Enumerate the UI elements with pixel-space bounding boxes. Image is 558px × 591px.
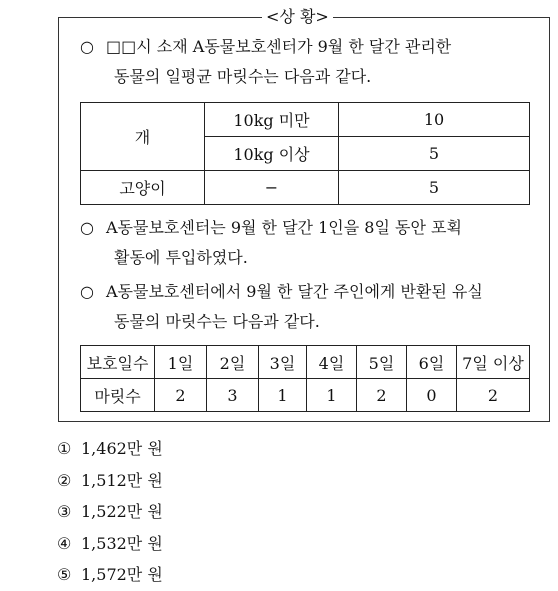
animal-cell: 고양이 — [81, 171, 205, 205]
animal-cell: 개 — [81, 103, 205, 171]
daily-animal-count-table — [80, 102, 530, 205]
count-cell: 10 — [339, 103, 530, 137]
returned-animal-table — [80, 345, 530, 412]
situation-title: <상 황> — [262, 9, 333, 25]
bullet-1-line-1: □□시 소재 A동물보호센터가 9월 한 달간 관리한 — [106, 37, 452, 56]
choice-text: 1,532만 원 — [81, 533, 163, 553]
choice-number: ④ — [57, 533, 72, 553]
choice-1[interactable] — [57, 433, 163, 465]
bullet-3-line-1: A동물보호센터에서 9월 한 달간 주인에게 반환된 유실 — [106, 282, 483, 301]
row-label-cell: 마릿수 — [81, 379, 155, 412]
header-cell: 3일 — [259, 346, 307, 379]
choice-2[interactable] — [57, 465, 163, 497]
value-cell: 3 — [207, 379, 259, 412]
header-label-cell: 보호일수 — [81, 346, 155, 379]
choice-text: 1,462만 원 — [81, 439, 163, 458]
bullet-mark: ○ — [80, 218, 94, 237]
answer-choices — [57, 433, 163, 591]
header-cell: 7일 이상 — [457, 346, 530, 379]
count-cell: 5 — [339, 137, 530, 171]
bullet-3-line-2: 동물의 마릿수는 다음과 같다. — [114, 312, 320, 331]
bullet-mark: ○ — [80, 37, 94, 56]
value-cell: 0 — [407, 379, 457, 412]
choice-3[interactable] — [57, 496, 163, 528]
header-cell: 1일 — [155, 346, 207, 379]
choice-4[interactable] — [57, 528, 163, 560]
header-cell: 5일 — [357, 346, 407, 379]
bullet-1-line-2: 동물의 일평균 마릿수는 다음과 같다. — [114, 67, 372, 86]
choice-5[interactable] — [57, 559, 163, 591]
choice-number: ⑤ — [57, 565, 72, 584]
size-cell: − — [205, 171, 339, 205]
header-cell: 2일 — [207, 346, 259, 379]
value-cell: 2 — [357, 379, 407, 412]
bullet-2-line-1: A동물보호센터는 9월 한 달간 1인을 8일 동안 포획 — [106, 218, 462, 237]
bullet-2-line-2: 활동에 투입하였다. — [114, 248, 248, 267]
value-cell: 1 — [259, 379, 307, 412]
table-row — [81, 171, 530, 205]
table-row — [81, 103, 530, 137]
value-cell: 1 — [307, 379, 357, 412]
table-row — [81, 379, 530, 412]
choice-number: ③ — [57, 502, 72, 521]
choice-number: ① — [57, 439, 72, 458]
value-cell: 2 — [457, 379, 530, 412]
header-cell: 4일 — [307, 346, 357, 379]
value-cell: 2 — [155, 379, 207, 412]
size-cell: 10kg 미만 — [205, 103, 339, 137]
count-cell: 5 — [339, 171, 530, 205]
choice-text: 1,522만 원 — [81, 502, 163, 521]
header-cell: 6일 — [407, 346, 457, 379]
choice-number: ② — [57, 470, 72, 490]
size-cell: 10kg 이상 — [205, 137, 339, 171]
bullet-mark: ○ — [80, 282, 94, 301]
table-row — [81, 346, 530, 379]
choice-text: 1,572만 원 — [81, 565, 163, 584]
choice-text: 1,512만 원 — [81, 470, 163, 490]
